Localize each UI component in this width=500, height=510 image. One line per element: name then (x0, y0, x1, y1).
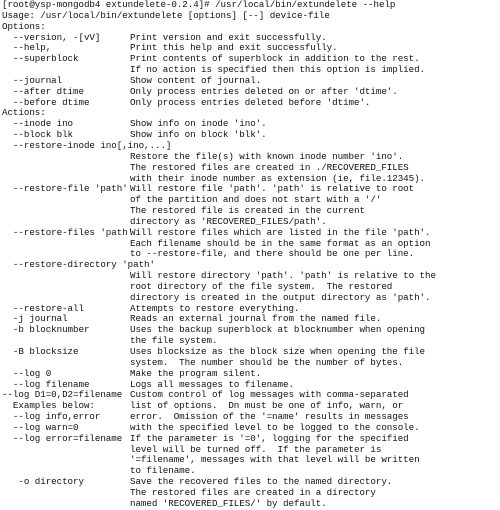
option-description: Print contents of superblock in addition to the rest. (130, 53, 420, 65)
option-description: to --restore-file, and there should be one per line. (130, 248, 415, 260)
option-description: Show content of journal. (130, 74, 262, 86)
option-description: Restore the file(s) with known inode number 'ino'. (130, 150, 404, 162)
option-name: --help, (2, 42, 52, 54)
option-name: --block blk (2, 129, 74, 141)
option-name: --log info,error (2, 411, 101, 423)
option-description: Uses the backup superblock at blocknumber when opening (130, 324, 426, 336)
option-description: The restored files are created in a directory (130, 486, 376, 498)
option-name: -o directory (2, 476, 84, 488)
option-description: Logs all messages to filename. (130, 378, 294, 390)
option-name: --restore-inode ino[,ino,...] (2, 139, 172, 151)
option-name: Options: (2, 20, 46, 32)
option-description: Show info on inode 'ino'. (130, 118, 267, 130)
option-description: directory as 'RECOVERED_FILES/path'. (130, 215, 327, 227)
option-name: --restore-directory 'path' (2, 259, 155, 271)
terminal-line (0, 369, 500, 380)
option-description: level will be turned off. If the parameter is (130, 443, 382, 455)
option-description: Save the recovered files to the named directory. (130, 476, 393, 488)
option-name: --before dtime (2, 96, 90, 108)
option-description: If the parameter is '=0', logging for the specified (130, 432, 409, 444)
option-description: Will restore directory 'path'. 'path' is relative to the (130, 270, 436, 282)
option-description: Only process entries deleted before 'dtime'. (130, 96, 371, 108)
option-description: named 'RECOVERED_FILES/' by default. (130, 497, 327, 509)
option-name: --journal (2, 74, 63, 86)
option-description: of the partition and does not start with a '/' (130, 194, 382, 206)
option-description: Make the program silent. (130, 367, 262, 379)
option-name: --superblock (2, 53, 79, 65)
option-description: If no action is specified then this option is implied. (130, 64, 426, 76)
option-name: [root@ysp-mongodb4 extundelete-0.2.4]# /usr/local/bin/extundelete --help (2, 0, 396, 10)
option-name: --log 0 (2, 367, 52, 379)
option-description: the file system. (130, 335, 218, 347)
terminal-line (0, 325, 500, 336)
option-description: Show info on block 'blk'. (130, 129, 267, 141)
option-description: with the specified level to be logged to the console. (130, 421, 420, 433)
option-name: -B blocksize (2, 346, 79, 357)
option-description: list of options. Dn must be one of info, warn, or (130, 400, 404, 412)
terminal-line (0, 98, 500, 109)
option-description: system. The number should be the number of bytes. (130, 356, 404, 368)
option-description: with their inode number as extension (ie, file.12345). (130, 172, 426, 184)
terminal-line (0, 455, 500, 466)
option-name: --inode ino (2, 118, 74, 130)
option-description: Each filename should be in the same format as an option (130, 237, 431, 249)
terminal-line (0, 499, 500, 510)
option-description: Will restore files which are listed in the file 'path'. (130, 226, 431, 238)
option-description: Attempts to restore everything. (130, 302, 300, 314)
option-name: Actions: (2, 107, 46, 119)
option-description: Uses blocksize as the block size when opening the file (130, 346, 426, 357)
option-name: -j journal (2, 313, 68, 325)
terminal-line (0, 22, 500, 33)
option-description: error. Omission of the '=name' results in messages (130, 411, 409, 423)
option-name: --log filename (2, 378, 90, 390)
option-description: Print version and exit successfully. (130, 31, 327, 43)
option-name: --log warn=0 (2, 421, 79, 433)
option-name: --restore-file 'path' (2, 183, 128, 195)
terminal-line (0, 87, 500, 98)
option-name: --restore-files 'path' (2, 226, 134, 238)
option-description: The restored files are created in ./RECOVERED_FILES (130, 161, 409, 173)
option-description: directory is created in the output directory as 'path'. (130, 291, 431, 303)
option-name: Examples below: (2, 400, 95, 412)
option-name: --restore-all (2, 302, 84, 314)
option-name: --version, -[vV] (2, 31, 101, 43)
option-name: --log error=filename (2, 432, 123, 444)
option-name: --after dtime (2, 85, 84, 97)
option-description: Will restore file 'path'. 'path' is relative to root (130, 183, 415, 195)
terminal-line (0, 11, 500, 22)
option-description: to filename. (130, 465, 196, 477)
option-description: Only process entries deleted on or after 'dtime'. (130, 85, 398, 97)
terminal-line (0, 293, 500, 304)
option-description: Print this help and exit successfully. (130, 42, 338, 54)
option-description: Reads an external journal from the named file. (130, 313, 382, 325)
option-description: The restored file is created in the current (130, 205, 365, 217)
terminal-line (0, 228, 500, 239)
terminal-line (0, 163, 500, 174)
option-description: '=filename', messages with that level will be written (130, 454, 420, 466)
option-name: -b blocknumber (2, 324, 90, 336)
option-description: Custom control of log messages with comma-separated (130, 389, 409, 401)
option-name: Usage: /usr/local/bin/extundelete [options] [--] device-file (2, 9, 330, 21)
terminal-line (0, 434, 500, 445)
option-description: root directory of the file system. The restored (130, 280, 393, 292)
option-name: --log D1=0,D2=filename (2, 389, 123, 401)
